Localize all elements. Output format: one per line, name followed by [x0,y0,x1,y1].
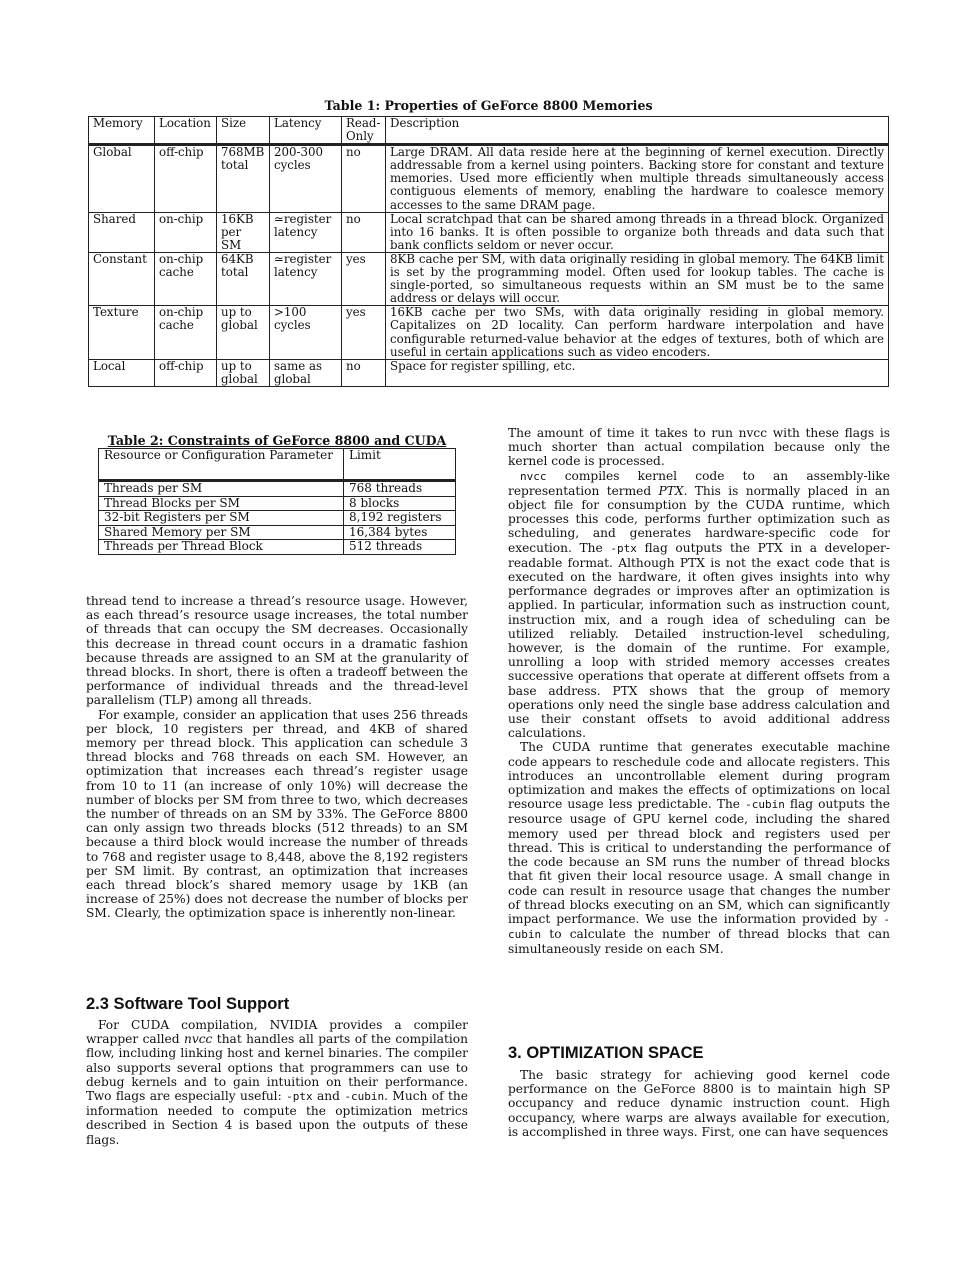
table2-header-row [99,449,456,481]
table1-header-cell: Size [217,117,270,145]
code-flag: -ptx [286,1090,313,1104]
table-cell: off-chip [155,359,217,386]
table-cell: Threads per SM [99,481,344,497]
body-paragraph [86,1018,468,1147]
text-run: compiles kernel code to an assembly-like representation termed [508,468,890,498]
table1-caption: Table 1: Properties of GeForce 8800 Memories [324,98,653,113]
code-flag: -cubin [344,1090,385,1104]
right-column-section [508,1068,890,1139]
table-cell: Thread Blocks per SM [99,496,344,511]
table-row [89,212,889,252]
table-cell: 200-300 cycles [270,145,342,212]
table1-header-cell: Description [386,117,889,145]
text-run: The CUDA runtime that generates executable machine code appears to reschedule code and allocate registers. This introduces an uncontrollable element during program optimization and makes the effects of optimizations on local resource usage less predictable. The [508,740,890,812]
table-cell: no [342,359,386,386]
table1-header-row [89,117,889,145]
table-row [89,145,889,212]
table-row [89,359,889,386]
code-flag: -cubin [508,912,890,942]
table-cell: Constant [89,252,155,305]
table-cell: Texture [89,306,155,359]
code-flag: -ptx [610,541,637,555]
table-cell: 768 threads [344,481,456,497]
table-row [99,525,456,540]
table-cell: 8,192 registers [344,511,456,526]
text-run: . This is normally placed in an object file for consumption by the CUDA runtime, which processes this code, performs further optimization such as scheduling, and generates hardware-specific code for execution. The [508,483,890,555]
table-cell: 8 blocks [344,496,456,511]
table-cell: ≃register latency [270,212,342,252]
table2-header-cell: Limit [344,449,456,481]
section-heading-2-3: 2.3 Software Tool Support [86,995,290,1013]
table1-header-cell: Location [155,117,217,145]
table-cell: ≃register latency [270,252,342,305]
code-flag: -cubin [745,798,785,812]
section-heading-3: 3. OPTIMIZATION SPACE [508,1044,704,1062]
table-cell: 16KB per SM [217,212,270,252]
left-column-section [86,1018,468,1147]
table-cell: Shared Memory per SM [99,525,344,540]
table-cell: yes [342,252,386,305]
table-cell: Local [89,359,155,386]
memory-properties-table [88,116,889,387]
table-cell: no [342,145,386,212]
table1-header-cell: Latency [270,117,342,145]
code-command: nvcc [520,469,547,483]
table-cell: 512 threads [344,540,456,555]
text-run: to calculate the number of thread blocks that can simultaneously reside on each SM. [508,927,890,957]
body-paragraph: The amount of time it takes to run nvcc with these flags is much shorter than actual compilation because only the kernel code is processed. [508,426,890,469]
table2-caption: Table 2: Constraints of GeForce 8800 and CUDA [107,433,447,448]
table-cell: 768MB total [217,145,270,212]
table-cell: 32-bit Registers per SM [99,511,344,526]
table-cell: yes [342,306,386,359]
emphasis: nvcc [183,1032,213,1047]
table-cell: on-chip cache [155,252,217,305]
table-cell: up to global [217,359,270,386]
table-row [89,252,889,305]
table2-header-cell: Resource or Configuration Parameter [99,449,344,481]
table-cell: >100 cycles [270,306,342,359]
text-run: and [312,1089,345,1104]
body-paragraph [508,740,890,956]
table1-header-cell: Read-Only [342,117,386,145]
table1-header-cell: Memory [89,117,155,145]
body-paragraph: The basic strategy for achieving good kernel code performance on the GeForce 8800 is to maintain high SP occupancy and reduce dynamic instruction count. High occupancy, where warps are always available for execution, is accomplished in three ways. First, one can have sequences [508,1068,890,1139]
table-cell: Shared [89,212,155,252]
table-cell: on-chip [155,212,217,252]
text-run: flag outputs the PTX in a developer-readable format. Although PTX is not the exact code that is executed on the hardware, it often gives insights into why performance degrades or improves after an optimization is applied. In particular, information such as instruction count, instruction mix, and a rough idea of scheduling can be utilized reliably. Detailed instruction-level scheduling, however, is the domain of the runtime. For example, unrolling a loop with strided memory accesses creates successive operations that operate at different offsets from a base address. PTX shows that the group of memory operations only need the single base address calculation and use their constant offsets to avoid additional address calculations. [508,540,890,741]
table-cell: 64KB total [217,252,270,305]
left-column-body [86,594,468,921]
table-row [99,496,456,511]
text-run: flag outputs the resource usage of GPU kernel code, including the shared memory used per thread block and registers used per thread. This is critical to understanding the performance of the code because an SM runs the number of thread blocks that fit given their local resource usage. A small change in code can result in resource usage that changes the number of thread blocks executing on an SM, which can significantly impact performance. We use the information provided by [508,797,890,926]
body-paragraph: thread tend to increase a thread’s resource usage. However, as each thread’s resource usage increases, the total number of threads that can occupy the SM decreases. Occasionally this decrease in thread count occurs in a dramatic fashion because threads are assigned to an SM at the granularity of thread blocks. In short, there is often a tradeoff between the performance of individual threads and the thread-level parallelism (TLP) among all threads. [86,594,468,708]
table-cell: no [342,212,386,252]
table-cell-description: 8KB cache per SM, with data originally residing in global memory. The 64KB limit is set by the programming model. Often used for lookup tables. The cache is single-ported, so simultaneous requests within an SM must be to the same address or delays will occur. [386,252,889,305]
table-cell-description: Local scratchpad that can be shared among threads in a thread block. Organized into 16 banks. It is often possible to organize both threads and data such that bank conflicts seldom or never occur. [386,212,889,252]
table-row [99,481,456,497]
table-cell: on-chip cache [155,306,217,359]
table-cell: up to global [217,306,270,359]
table-cell: Threads per Thread Block [99,540,344,555]
right-column-body [508,426,890,957]
table-cell: same as global [270,359,342,386]
table-cell: off-chip [155,145,217,212]
table-row [89,306,889,359]
constraints-table [98,448,456,555]
table-row [99,540,456,555]
body-paragraph: For example, consider an application that uses 256 threads per block, 10 registers per thread, and 4KB of shared memory per thread block. This application can schedule 3 thread blocks and 768 threads on each SM. However, an optimization that increases each thread’s register usage from 10 to 11 (an increase of only 10%) will decrease the number of blocks per SM from three to two, which decreases the number of threads on an SM by 33%. The GeForce 8800 can only assign two threads blocks (512 threads) to an SM because a third block would increase the number of threads to 768 and register usage to 8,448, above the 8,192 registers per SM limit. By contrast, an optimization that increases each thread block’s shared memory usage by 1KB (an increase of 25%) does not decrease the number of blocks per SM. Clearly, the optimization space is inherently non-linear. [86,707,468,921]
table-cell: 16,384 bytes [344,525,456,540]
text-run: For CUDA compilation, NVIDIA provides a compiler wrapper called [86,1018,468,1047]
table-cell: Global [89,145,155,212]
table-cell-description: 16KB cache per two SMs, with data originally residing in global memory. Capitalizes on 2D locality. Can perform hardware interpolation and have configurable returned-value behavior at the edges of textures, both of which are useful in certain applications such as video encoders. [386,306,889,359]
emphasis: PTX [658,483,684,498]
table-row [99,511,456,526]
table-cell-description: Large DRAM. All data reside here at the beginning of kernel execution. Directly addressable from a kernel using pointers. Backing store for constant and texture memories. Used more efficiently when multiple threads simultaneously access contiguous elements of memory, enabling the hardware to coalesce memory accesses to the same DRAM page. [386,145,889,212]
table-cell-description: Space for register spilling, etc. [386,359,889,386]
body-paragraph [508,469,890,741]
text-run: . Much of the information needed to compute the optimization metrics described in Section 4 is based upon the outputs of these flags. [86,1089,468,1147]
text-run: that handles all parts of the compilation flow, including linking host and kernel binaries. The compiler also supports several options that programmers can use to debug kernels and to gain intuition on their performance. Two flags are especially useful: [86,1032,468,1104]
